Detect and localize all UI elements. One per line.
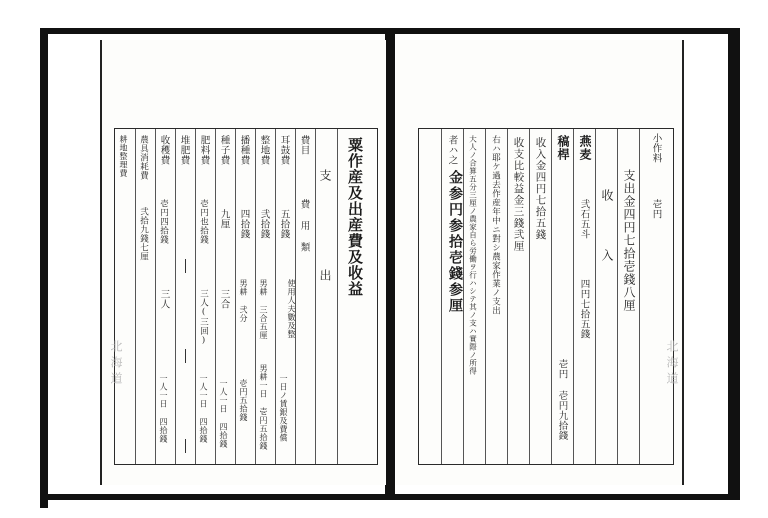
row-item: 收穫費 (158, 135, 170, 165)
row-value: 五拾錢 (278, 209, 290, 239)
row-rate: 一日ノ賃銀及費償 (279, 374, 288, 442)
row-item: 整地費 (258, 135, 270, 165)
dash-mark (185, 259, 186, 273)
section-label-income-2: 入 (600, 249, 614, 262)
row-detail: 三人 (158, 289, 170, 309)
row-item: 肥料費 (198, 135, 210, 165)
page-title: 粟作産及出産費及收益 (346, 137, 364, 297)
final-amount-display: 金参円参拾壱錢参厘 (447, 170, 463, 314)
scan-border-right (728, 28, 740, 498)
note-line-1: 右ハ耶ケ過去作産年中ニ對シ農家作業ノ支出 (490, 135, 501, 315)
book-spine (385, 28, 395, 500)
row-rate: 男耕一日 壱円五拾錢 (259, 364, 268, 450)
income-item-value: 四円七拾五錢 (578, 279, 590, 339)
row-value: 九厘 (218, 209, 230, 229)
row-item: 種子費 (218, 135, 230, 165)
faded-stamp-right: 北海道 (665, 340, 679, 388)
expense-total-line: 支出金四円七拾壱錢八厘 (622, 169, 636, 312)
row-value: 壱円四拾錢 (158, 199, 169, 244)
row-item: 播種費 (238, 135, 250, 165)
row-cola-header: 費 用 類 (298, 199, 310, 252)
income-item-value: 壱円 壱円九拾錢 (556, 359, 568, 441)
row-rate: 一人一日 四拾錢 (159, 374, 168, 443)
row-detail: 男耕 弐分 (239, 279, 248, 323)
row-item: 農具消耗費 (138, 135, 149, 180)
note-line-3: 者ハ之 (446, 135, 458, 165)
row-value: 弐拾九錢七厘 (138, 207, 149, 261)
section-label-expense-2: 出 (318, 269, 332, 282)
income-item-qty: 弐石五斗 (578, 199, 590, 239)
comparison-line: 收支比較益金三錢弐厘 (512, 137, 525, 252)
dash-mark (185, 439, 186, 453)
row-detail: 三人(三回) (198, 289, 209, 346)
header-tenant-fee-value: 壱円 (650, 199, 662, 219)
row-detail: 男耕 三合五厘 (259, 279, 268, 340)
row-rate: 壱円五拾錢 (239, 379, 248, 422)
row-detail: 使用人夫數及整 (287, 279, 296, 339)
row-value: 壱円也拾錢 (198, 199, 209, 244)
note-line-2: 大人ノ合算五分三厘ノ農家自ら労働ヲ行ハシテ其ノ支ハ實際ノ所得 (468, 135, 478, 375)
row-rate: 一人一日 四拾錢 (199, 374, 208, 443)
income-item-name: 燕麦 (578, 135, 592, 161)
scan-border-bottom (40, 494, 740, 500)
row-value: 弐拾錢 (258, 209, 270, 239)
faded-stamp-left: 北海道 (109, 340, 123, 388)
section-label-expense: 支 (318, 169, 332, 182)
row-detail: 三合 (218, 289, 230, 309)
left-page (100, 40, 386, 485)
scan-border-left (40, 28, 48, 508)
row-item: 耳鼓費 (278, 135, 290, 165)
income-item-name: 稿桿 (556, 135, 570, 161)
section-label-income: 收 (600, 189, 614, 202)
header-tenant-fee: 小作料 (650, 133, 662, 163)
row-value: 四拾錢 (238, 209, 250, 239)
row-item-header: 費目 (298, 135, 310, 155)
left-ledger-table (114, 128, 378, 465)
income-total-line: 收入金四円七拾五錢 (534, 137, 547, 241)
right-page (396, 40, 684, 485)
row-rate: 一人一日 四拾錢 (219, 379, 228, 448)
margin-note: 耕地整理費 (119, 135, 128, 178)
row-item: 堆肥費 (178, 135, 190, 165)
dash-mark (185, 349, 186, 363)
